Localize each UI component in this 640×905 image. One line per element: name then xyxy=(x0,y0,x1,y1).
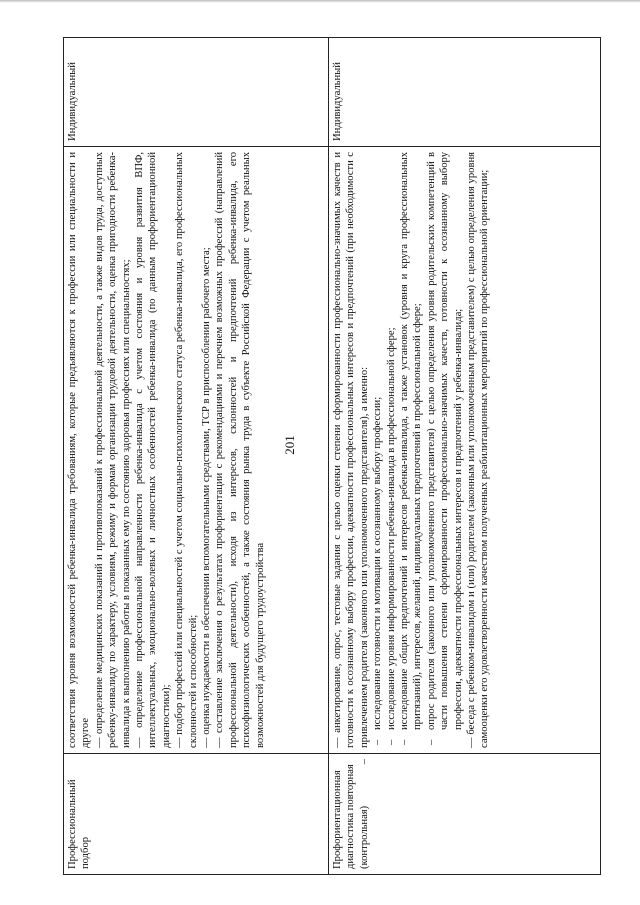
list-item: – исследование уровня информированности ребенка-инвалида в профессиональной сфере; xyxy=(385,152,398,748)
content-paragraph: — беседа с ребенком-инвалидом и (или) родителем (законным или уполномоченным представителем) с целью определения уровня самооценки его удовлетворенности качеством полученных реабилитационных мероприятий по профессиональной ориентации; xyxy=(466,152,491,748)
services-table xyxy=(63,37,601,875)
content-paragraph: — составление заключения о результатах профориентации с рекомендациями и перечнем возможных профессий (направлений профессиональной деятельности), исходя из интересов, склонностей и предпочтений ребенка-инвалида, его психофизиологических особенностей, а также состояния рынка труда в субъекте Российской Федерации с учетом реальных возможностей для будущего трудоустройства xyxy=(214,152,266,748)
content-paragraph: — определение профессиональной направленности ребенка-инвалида с учетом состояния и уровня развития ВПФ, интеллектуальных, эмоционально-волевых и личностных особенностей ребенка-инвалида (по данным профориентационной диагностики); xyxy=(134,152,172,748)
service-form-cell xyxy=(329,38,601,147)
content-paragraph: соответствия уровня возможностей ребенка-инвалида требованиям, которые предъявляются к профессии или специальности и другое xyxy=(67,152,92,748)
label-dash: – xyxy=(358,759,370,765)
service-form-cell xyxy=(64,38,329,147)
service-name-cell xyxy=(64,754,329,875)
table-row xyxy=(64,38,329,875)
list-item: – опрос родителя (законного или уполномоченного представителя) с целью определения уровня родительских компетенций в части повышения степени сформированности профессионально-значимых качеств, готовности к осознанному выбору профессии, адекватности профессиональных интересов и предпочтений у ребенка-инвалида; xyxy=(425,152,465,748)
landscape-page xyxy=(63,37,601,875)
service-name: Профориентационная диагностика повторная (контрольная) xyxy=(332,764,370,869)
page-number: 201 xyxy=(282,435,297,455)
table-row xyxy=(329,38,601,875)
content-paragraph: — анкетирование, опрос, тестовые задания с целью оценки степени сформированности профессионально-значимых качеств и готовности к осознанному выбору профессии, адекватности профессиональных интересов и предпочтений (при необходимости с привлечением родителя (законного или уполномоченного представителя), а именно: xyxy=(332,152,370,748)
rotated-table-container xyxy=(63,37,601,875)
service-form: Индивидуальный xyxy=(67,62,78,141)
service-content-cell xyxy=(329,147,601,754)
service-content-cell xyxy=(64,147,329,754)
content-paragraph: — определение медицинских показаний и противопоказаний к профессиональной деятельности, а также видов труда, доступных ребенку-инвалиду по характеру, условиям, режиму и формам организации трудовой деятельности, оценка пригодности ребенка-инвалида к выполнению работы в показанных ему по состоянию здоровья профессиях или специальностях; xyxy=(93,152,132,748)
service-name-cell xyxy=(329,754,601,875)
dash-list xyxy=(371,152,465,748)
scan-edge xyxy=(0,0,640,3)
service-form: Индивидуальный xyxy=(332,62,343,141)
service-name: Профессиональный подбор xyxy=(67,779,92,869)
list-item: – исследование готовности и мотивации к осознанному выбору профессии; xyxy=(371,152,384,748)
list-item: – исследование общих предпочтений и интересов ребенка-инвалида, а также установок (уровня и круга профессиональных притязаний), интересов, желаний, индивидуальных предпочтений в профессиональной сфере; xyxy=(398,152,425,748)
content-paragraph: — подбор профессий или специальностей с учетом социально-психологического статуса ребенка-инвалида, его профессиональных склонностей и способностей; xyxy=(174,152,199,748)
content-paragraph: — оценка нуждаемости в обеспечении вспомогательными средствами, ТСР в приспособлении рабочего места; xyxy=(201,247,213,748)
